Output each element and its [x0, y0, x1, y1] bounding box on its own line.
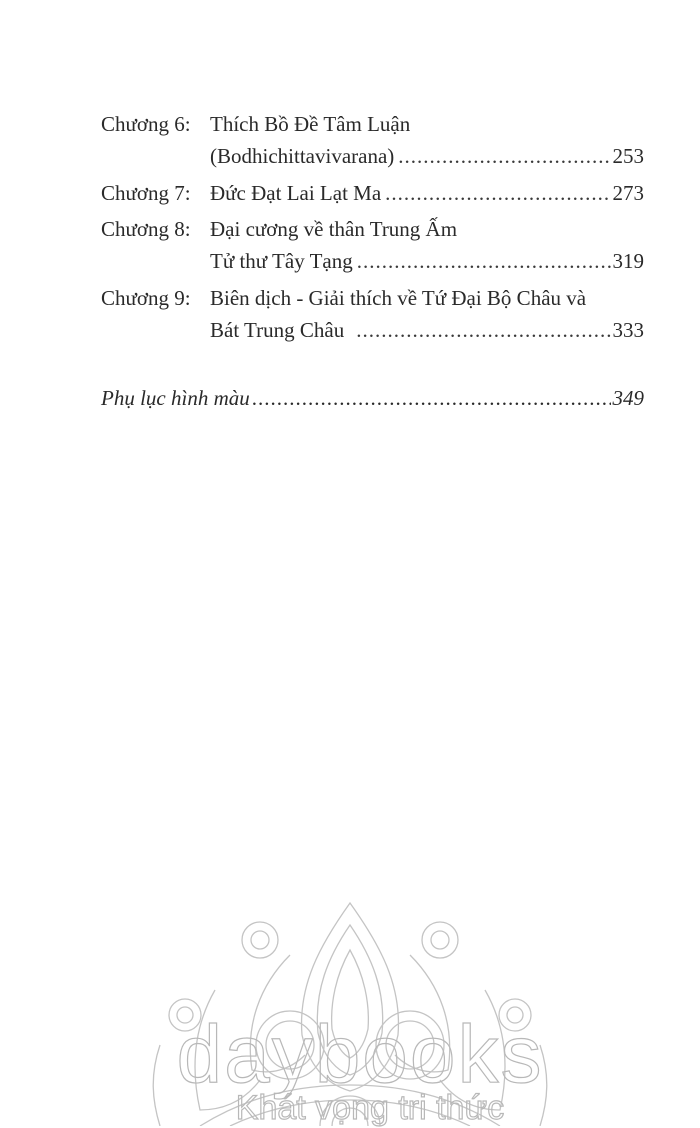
chapter-6-title-line-2: (Bodhichittavivarana)	[210, 144, 395, 168]
dot-leader	[398, 142, 610, 170]
appendix-title: Phụ lục hình màu	[101, 386, 250, 410]
chapter-7-page-number: 273	[612, 181, 644, 205]
dot-leader	[252, 384, 611, 412]
chapter-9-label: Chương 9:	[101, 286, 191, 310]
chapter-9-page-number: 333	[612, 318, 644, 342]
dot-leader	[385, 179, 610, 207]
watermark-slogan: Khát vọng tri thức	[235, 1089, 505, 1127]
chapter-8-title-line-1: Đại cương về thân Trung Ấm	[210, 217, 458, 241]
appendix-page-number: 349	[612, 386, 644, 410]
chapter-8-label: Chương 8:	[101, 217, 191, 241]
watermark-brand: daybooks	[176, 1009, 544, 1100]
chapter-9-entry	[210, 316, 644, 344]
chapter-6-entry	[210, 142, 644, 170]
chapter-7-label: Chương 7:	[101, 181, 191, 205]
dot-leader	[357, 247, 611, 275]
dot-leader	[356, 316, 610, 344]
chapter-8-entry	[210, 247, 644, 275]
chapter-9-title-line-1: Biên dịch - Giải thích về Tứ Đại Bộ Châu và	[210, 286, 587, 310]
chapter-8-title-line-2: Tử thư Tây Tạng	[210, 249, 353, 273]
chapter-6-title-line-1: Thích Bồ Đề Tâm Luận	[210, 112, 411, 136]
chapter-6-page-number: 253	[612, 144, 644, 168]
chapter-7-entry	[210, 179, 644, 207]
appendix-entry	[101, 384, 644, 412]
chapter-6-label: Chương 6:	[101, 112, 191, 136]
chapter-8-page-number: 319	[612, 249, 644, 273]
chapter-9-title-line-2: Bát Trung Châu	[210, 318, 345, 342]
chapter-7-title-line-1: Đức Đạt Lai Lạt Ma	[210, 181, 382, 205]
